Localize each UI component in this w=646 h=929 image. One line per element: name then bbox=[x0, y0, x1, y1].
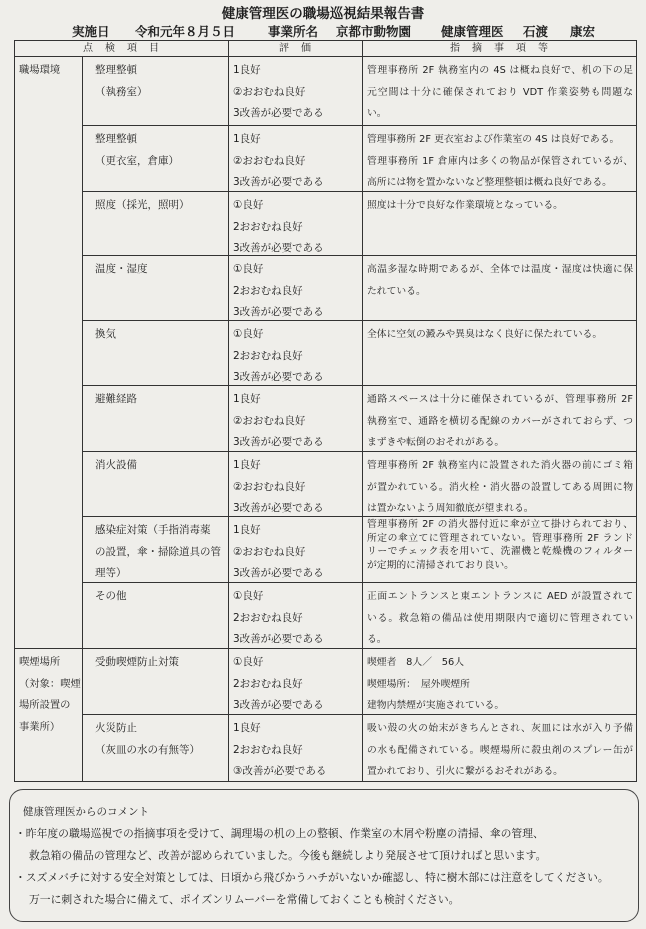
remark-line: 全体に空気の澱みや異臭はなく良好に保たれている。 bbox=[367, 329, 603, 340]
inspection-item-line: 整理整頓 bbox=[95, 133, 137, 145]
evaluation-option: 3改善が必要である bbox=[233, 699, 324, 711]
remark-line: いる。救急箱の備品は使用期限内で適切に管理されてい bbox=[367, 612, 633, 624]
evaluation-option-selected: ①良好 bbox=[233, 656, 264, 668]
inspection-item-line: 理等） bbox=[95, 567, 127, 579]
evaluation-option-selected: ②おおむね良好 bbox=[233, 85, 306, 98]
evaluation-option: 3改善が必要である bbox=[233, 436, 324, 448]
inspection-table bbox=[14, 40, 637, 782]
evaluation-option: 3改善が必要である bbox=[233, 176, 324, 188]
inspection-item-line: 温度・湿度 bbox=[95, 263, 148, 275]
evaluation-option-selected: ②おおむね良好 bbox=[233, 154, 306, 167]
inspection-item-line: 照度（採光，照明） bbox=[95, 199, 190, 211]
comment-line: ・昨年度の職場巡視での指摘事項を受けて、調理場の机の上の整頓、作業室の木屑や粉塵の清掃、傘の管理、 bbox=[15, 827, 544, 840]
evaluation-option: 2おおむね良好 bbox=[233, 677, 303, 690]
evaluation-cell bbox=[229, 57, 363, 126]
inspection-item-line: の設置，傘・掃除道具の管 bbox=[95, 545, 221, 558]
evaluation-option-selected: ②おおむね良好 bbox=[233, 545, 306, 558]
remark-line: 管理事務所 2F の消火器付近に傘が立て掛けられており、 bbox=[367, 519, 633, 530]
remark-line: たれている。 bbox=[367, 285, 426, 297]
evaluation-option: 1良好 bbox=[233, 722, 261, 734]
evaluation-cell bbox=[229, 256, 363, 321]
evaluation-option: 2おおむね良好 bbox=[233, 743, 303, 756]
evaluation-option-selected: ③改善が必要である bbox=[233, 765, 327, 777]
evaluation-cell bbox=[229, 192, 363, 256]
remark-line: が定期的に清掃されており良い。 bbox=[367, 559, 514, 571]
category-cell bbox=[15, 649, 83, 782]
site-label: 事業所名 bbox=[268, 24, 319, 39]
evaluation-cell bbox=[229, 649, 363, 715]
remark-line: 照度は十分で良好な作業環境となっている。 bbox=[367, 200, 563, 211]
inspection-item-cell bbox=[83, 583, 229, 649]
evaluation-option: 2おおむね良好 bbox=[233, 611, 303, 624]
date-label: 実施日 bbox=[72, 24, 110, 39]
remarks-cell bbox=[363, 583, 637, 649]
category-cell bbox=[15, 57, 83, 649]
inspection-item-line: （更衣室，倉庫） bbox=[95, 154, 179, 167]
evaluation-option-selected: ①良好 bbox=[233, 328, 264, 340]
inspection-item-cell bbox=[83, 256, 229, 321]
remarks-cell bbox=[363, 715, 637, 782]
inspection-item-cell bbox=[83, 649, 229, 715]
remark-line: 管理事務所 2F 更衣室および作業室の 4S は良好である。 bbox=[367, 134, 620, 145]
inspection-item-line: 感染症対策（手指消毒薬 bbox=[95, 524, 211, 536]
evaluation-option: 2おおむね良好 bbox=[233, 220, 303, 233]
remark-line: 置かれており、引火に繋がるおそれがある。 bbox=[367, 766, 563, 777]
inspection-date: 令和元年８月５日 bbox=[135, 24, 236, 39]
remark-line: 喫煙者 8人／ 56人 bbox=[367, 657, 465, 668]
evaluation-option: 3改善が必要である bbox=[233, 633, 324, 645]
inspection-item-cell bbox=[83, 452, 229, 517]
category-label-line: 場所設置の bbox=[19, 699, 71, 711]
evaluation-cell bbox=[229, 583, 363, 649]
inspection-item-cell bbox=[83, 321, 229, 386]
remark-line: 執務室で、通路を横切る配線のカバーがされておらず、つ bbox=[367, 415, 633, 427]
evaluation-option: 3改善が必要である bbox=[233, 502, 324, 514]
evaluation-cell bbox=[229, 452, 363, 517]
remark-line: 喫煙場所： 屋外喫煙所 bbox=[367, 678, 470, 690]
comment-line: ・スズメバチに対する安全対策としては、日頃から飛びかうハチがいないか確認し、特に樹木部には注意をしてください。 bbox=[15, 871, 609, 884]
comment-line: 救急箱の備品の管理など、改善が認められていました。今後も継続しより発展させて頂ければと思います。 bbox=[29, 849, 547, 862]
inspection-item-cell bbox=[83, 715, 229, 782]
remark-line: 管理事務所 2F 執務室内に設置された消火器の前にゴミ箱 bbox=[367, 460, 633, 471]
evaluation-cell bbox=[229, 715, 363, 782]
remark-line: 通路スペースは十分に確保されているが、管理事務所 2F bbox=[367, 394, 633, 405]
remarks-cell bbox=[363, 256, 637, 321]
evaluation-option-selected: ①良好 bbox=[233, 590, 264, 602]
evaluation-option: 1良好 bbox=[233, 524, 261, 536]
remarks-cell bbox=[363, 517, 637, 583]
remarks-cell bbox=[363, 126, 637, 192]
evaluation-option-selected: ②おおむね良好 bbox=[233, 480, 306, 493]
remark-line: る。 bbox=[367, 634, 387, 645]
remark-line: い。 bbox=[367, 108, 387, 119]
remark-line: 元空間は十分に確保されており VDT 作業姿勢も問題な bbox=[367, 86, 633, 98]
remarks-cell bbox=[363, 57, 637, 126]
evaluation-option: 3改善が必要である bbox=[233, 306, 324, 318]
evaluation-option-selected: ①良好 bbox=[233, 199, 264, 211]
evaluation-option: 1良好 bbox=[233, 459, 261, 471]
header-remarks: 指 摘 事 項 等 bbox=[363, 41, 637, 57]
remarks-cell bbox=[363, 452, 637, 517]
header-inspection-item: 点 検 項 目 bbox=[15, 41, 229, 57]
remarks-cell bbox=[363, 192, 637, 256]
remark-line: 管理事務所 2F 執務室内の 4S は概ね良好で、机の下の足 bbox=[367, 65, 633, 76]
inspection-item-line: 受動喫煙防止対策 bbox=[95, 656, 179, 668]
remark-line: の水も配備されている。喫煙場所に殺虫剤のスプレー缶が bbox=[367, 744, 633, 756]
site-name: 京都市動物園 bbox=[336, 24, 412, 39]
remark-line: 管理事務所 1F 倉庫内は多くの物品が保管されているが、 bbox=[367, 155, 633, 167]
evaluation-cell bbox=[229, 321, 363, 386]
inspection-item-line: 火災防止 bbox=[95, 722, 137, 734]
category-label-line: 喫煙場所 bbox=[19, 656, 61, 668]
inspection-item-line: 整理整頓 bbox=[95, 64, 137, 76]
comment-line: 万一に刺された場合に備えて、ポイズンリムーバーを常備しておくことも検討ください。 bbox=[29, 893, 460, 906]
inspection-item-line: 換気 bbox=[95, 328, 116, 340]
inspection-item-cell bbox=[83, 126, 229, 192]
evaluation-option: 2おおむね良好 bbox=[233, 284, 303, 297]
physician-label: 健康管理医 bbox=[441, 24, 504, 39]
inspection-item-line: その他 bbox=[95, 590, 127, 602]
remark-line: まずきや転倒のおそれがある。 bbox=[367, 437, 505, 448]
header-evaluation: 評 価 bbox=[229, 41, 363, 57]
remark-line: が置かれている。消火栓・消火器の設置してある周囲に物 bbox=[367, 481, 633, 493]
evaluation-cell bbox=[229, 386, 363, 452]
evaluation-option-selected: ②おおむね良好 bbox=[233, 414, 306, 427]
report-title: 健康管理医の職場巡視結果報告書 bbox=[221, 6, 425, 22]
category-label-line: （対象：喫煙 bbox=[19, 677, 81, 690]
remarks-cell bbox=[363, 321, 637, 386]
evaluation-option: 2おおむね良好 bbox=[233, 349, 303, 362]
evaluation-option: 1良好 bbox=[233, 64, 261, 76]
remark-line: は置かないよう周知徹底が望まれる。 bbox=[367, 503, 534, 514]
inspection-item-cell bbox=[83, 192, 229, 256]
evaluation-option: 3改善が必要である bbox=[233, 567, 324, 579]
remark-line: 高所には物を置かないなど整理整頓は概ね良好である。 bbox=[367, 177, 612, 188]
inspection-item-cell bbox=[83, 517, 229, 583]
evaluation-option: 3改善が必要である bbox=[233, 371, 324, 383]
remark-line: リーでチェック表を用いて、洗濯機と乾燥機のフィルター bbox=[367, 546, 633, 557]
evaluation-option-selected: ①良好 bbox=[233, 263, 264, 275]
inspection-item-line: 消火設備 bbox=[95, 459, 137, 471]
evaluation-option: 1良好 bbox=[233, 393, 261, 405]
inspection-item-line: （執務室） bbox=[95, 85, 148, 98]
inspection-item-cell bbox=[83, 57, 229, 126]
comment-heading: 健康管理医からのコメント bbox=[23, 806, 149, 818]
remark-line: 所定の傘立てに管理されていない。管理事務所 2F ランド bbox=[367, 532, 633, 544]
evaluation-option: 3改善が必要である bbox=[233, 107, 324, 119]
remarks-cell bbox=[363, 386, 637, 452]
category-label-line: 職場環境 bbox=[19, 64, 61, 76]
evaluation-option: 3改善が必要である bbox=[233, 242, 324, 254]
evaluation-cell bbox=[229, 126, 363, 192]
remark-line: 吸い殻の火の始末がきちんとされ、灰皿には水が入り予備 bbox=[367, 723, 633, 734]
physician-comment-box bbox=[9, 789, 639, 922]
remark-line: 高温多湿な時期であるが、全体では温度・湿度は快適に保 bbox=[367, 264, 633, 275]
inspection-item-cell bbox=[83, 386, 229, 452]
inspection-item-line: 避難経路 bbox=[95, 393, 137, 405]
evaluation-cell bbox=[229, 517, 363, 583]
remark-line: 正面エントランスと東エントランスに AED が設置されて bbox=[367, 591, 633, 602]
inspection-item-line: （灰皿の水の有無等） bbox=[95, 743, 200, 756]
remark-line: 建物内禁煙が実施されている。 bbox=[367, 700, 505, 711]
physician-given-name: 康宏 bbox=[570, 24, 596, 39]
physician-family-name: 石渡 bbox=[523, 24, 549, 39]
category-label-line: 事業所） bbox=[19, 720, 61, 733]
remarks-cell bbox=[363, 649, 637, 715]
evaluation-option: 1良好 bbox=[233, 133, 261, 145]
